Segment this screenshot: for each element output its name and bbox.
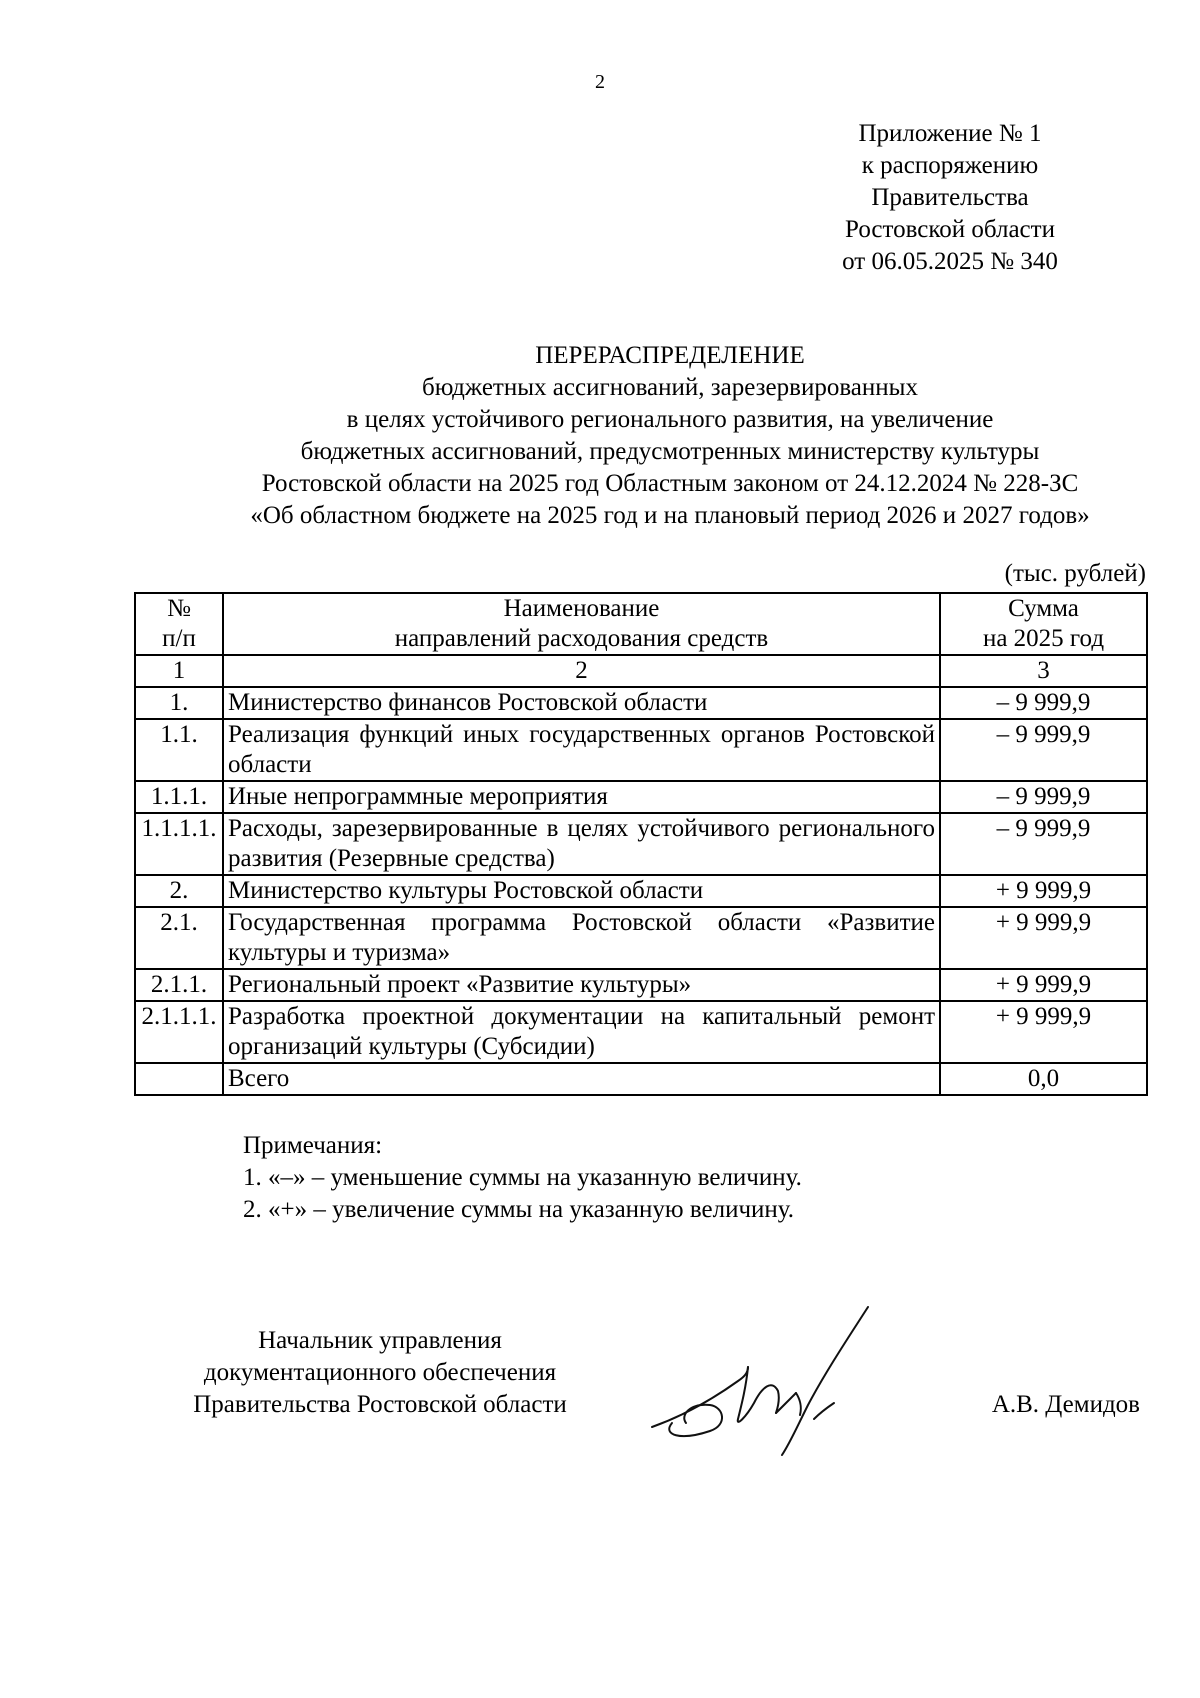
appendix-line: Приложение № 1: [858, 120, 1042, 147]
row-number: 2.1.: [135, 907, 223, 969]
row-number: 2.1.1.1.: [135, 1001, 223, 1063]
table-row: [135, 813, 1147, 875]
table-row: [135, 907, 1147, 969]
column-number: 1: [135, 655, 223, 687]
appendix-line: Правительства: [871, 184, 1029, 211]
row-number: 2.: [135, 875, 223, 907]
total-empty-cell: [135, 1063, 223, 1095]
row-sum: – 9 999,9: [940, 781, 1147, 813]
budget-table: [134, 592, 1148, 1096]
signer-position-line: Правительства Ростовской области: [193, 1391, 567, 1418]
title-line: Ростовской области на 2025 год Областным законом от 24.12.2024 № 228-ЗС: [261, 470, 1079, 497]
page-number: 2: [595, 71, 605, 93]
row-name: Государственная программа Ростовской области «Развитие культуры и туризма»: [223, 907, 940, 969]
column-number: 3: [940, 655, 1147, 687]
row-name: Министерство культуры Ростовской области: [223, 875, 940, 907]
row-name: Реализация функций иных государственных органов Ростовской области: [223, 719, 940, 781]
signer-position-line: Начальник управления: [258, 1327, 502, 1354]
header-number: № п/п: [135, 593, 223, 655]
title-line: бюджетных ассигнований, зарезервированных: [422, 374, 918, 401]
row-name: Расходы, зарезервированные в целях устойчивого регионального развития (Резервные средства): [223, 813, 940, 875]
total-sum: 0,0: [940, 1063, 1147, 1095]
title-heading: ПЕРЕРАСПРЕДЕЛЕНИЕ: [535, 342, 805, 369]
column-numbers-row: [135, 655, 1147, 687]
table-row: [135, 687, 1147, 719]
table-row: [135, 719, 1147, 781]
appendix-line: к распоряжению: [861, 152, 1039, 179]
row-sum: + 9 999,9: [940, 875, 1147, 907]
table-header-row: [135, 593, 1147, 655]
appendix-header: [800, 118, 1100, 278]
notes-title: Примечания:: [243, 1132, 383, 1159]
total-label: Всего: [223, 1063, 940, 1095]
table-row: [135, 875, 1147, 907]
notes: [243, 1130, 802, 1226]
table-total-row: [135, 1063, 1147, 1095]
column-number: 2: [223, 655, 940, 687]
signer-position: [150, 1325, 610, 1421]
row-sum: + 9 999,9: [940, 1001, 1147, 1063]
row-sum: – 9 999,9: [940, 813, 1147, 875]
row-name: Региональный проект «Развитие культуры»: [223, 969, 940, 1001]
header-sum: Сумма на 2025 год: [940, 593, 1147, 655]
row-number: 2.1.1.: [135, 969, 223, 1001]
signer-position-line: документационного обеспечения: [203, 1359, 557, 1386]
row-sum: – 9 999,9: [940, 687, 1147, 719]
signer-name: А.В. Демидов: [991, 1391, 1140, 1418]
appendix-line: от 06.05.2025 № 340: [842, 248, 1058, 275]
handwritten-signature: [650, 1295, 930, 1485]
document-title: [130, 340, 1200, 532]
header-name: Наименование направлений расходования средств: [223, 593, 940, 655]
row-number: 1.: [135, 687, 223, 719]
note-item: 2. «+» – увеличение суммы на указанную величину.: [243, 1196, 795, 1223]
units-label: (тыс. рублей): [1004, 560, 1146, 587]
row-sum: + 9 999,9: [940, 969, 1147, 1001]
table-row: [135, 781, 1147, 813]
title-line: в целях устойчивого регионального развития, на увеличение: [346, 406, 994, 433]
row-name: Министерство финансов Ростовской области: [223, 687, 940, 719]
row-sum: – 9 999,9: [940, 719, 1147, 781]
row-number: 1.1.: [135, 719, 223, 781]
row-name: Иные непрограммные мероприятия: [223, 781, 940, 813]
row-name: Разработка проектной документации на капитальный ремонт организаций культуры (Субсидии): [223, 1001, 940, 1063]
row-number: 1.1.1.1.: [135, 813, 223, 875]
table-row: [135, 969, 1147, 1001]
table-row: [135, 1001, 1147, 1063]
row-sum: + 9 999,9: [940, 907, 1147, 969]
note-item: 1. «–» – уменьшение суммы на указанную величину.: [243, 1164, 802, 1191]
title-line: бюджетных ассигнований, предусмотренных министерству культуры: [300, 438, 1040, 465]
title-line: «Об областном бюджете на 2025 год и на плановый период 2026 и 2027 годов»: [250, 502, 1090, 529]
appendix-line: Ростовской области: [845, 216, 1055, 243]
row-number: 1.1.1.: [135, 781, 223, 813]
